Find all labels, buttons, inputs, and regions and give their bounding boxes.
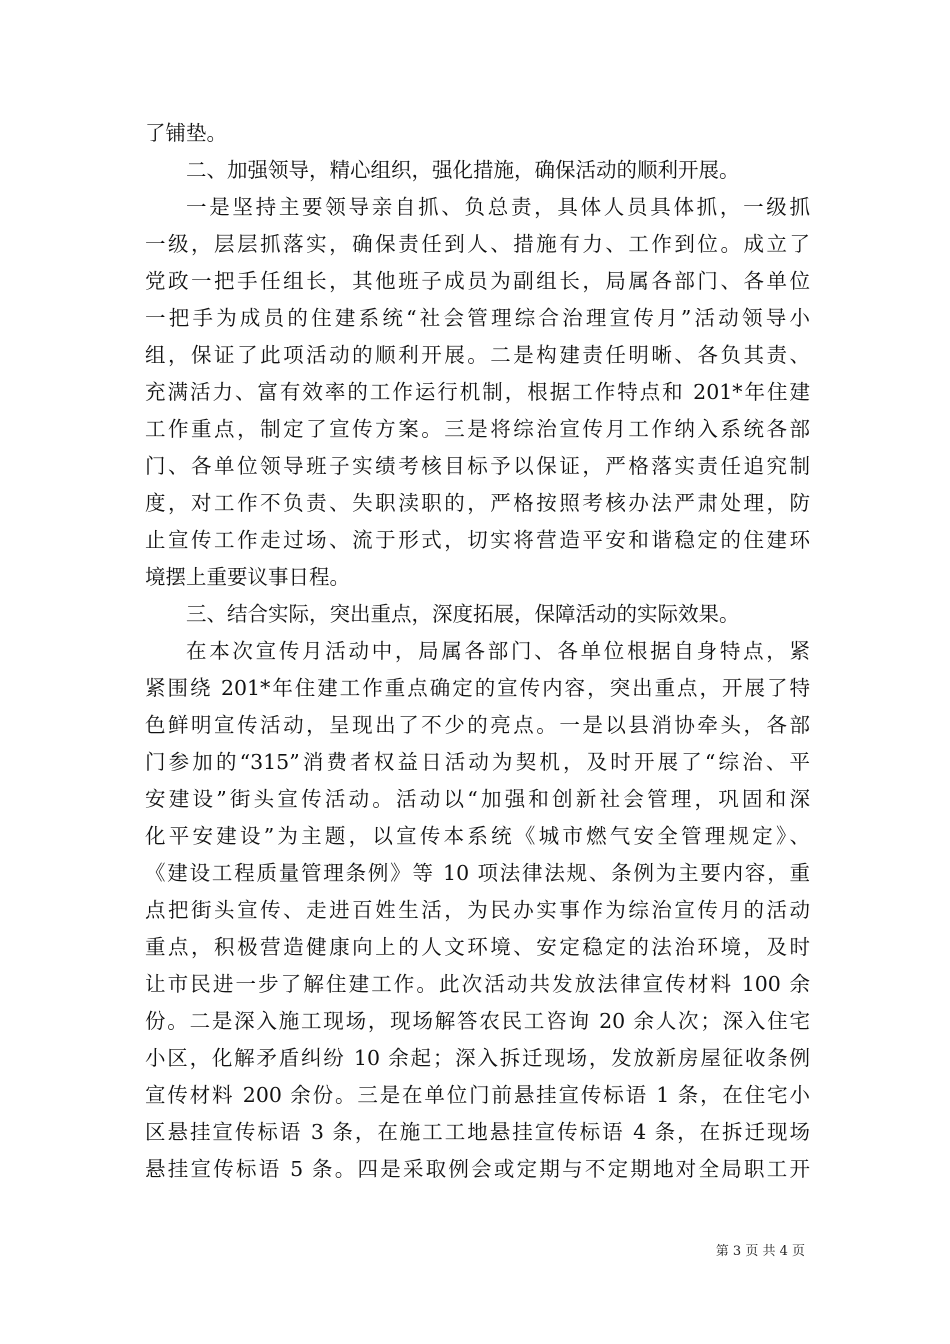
text-line: 度，对工作不负责、失职渎职的，严格按照考核办法严肃处理，防 <box>145 491 810 515</box>
text-line: 党政一把手任组长，其他班子成员为副组长，局属各部门、各单位 <box>145 269 810 293</box>
text-line: 一是坚持主要领导亲自抓、负总责，具体人员具体抓，一级抓 <box>186 195 810 219</box>
text-line: 了铺垫。 <box>145 121 227 145</box>
text-line: 充满活力、富有效率的工作运行机制，根据工作特点和 201*年住建 <box>145 380 810 404</box>
text-line: 重点，积极营造健康向上的人文环境、安定稳定的法治环境，及时 <box>145 935 810 959</box>
text-line: 止宣传工作走过场、流于形式，切实将营造平安和谐稳定的住建环 <box>145 528 810 552</box>
text-line: 三、结合实际，突出重点，深度拓展，保障活动的实际效果。 <box>186 602 740 626</box>
text-line: 紧围绕 201*年住建工作重点确定的宣传内容，突出重点，开展了特 <box>145 676 810 700</box>
text-line: 境摆上重要议事日程。 <box>145 565 350 589</box>
text-line: 小区，化解矛盾纠纷 10 余起；深入拆迁现场，发放新房屋征收条例 <box>145 1046 810 1070</box>
text-line: 一把手为成员的住建系统“社会管理综合治理宣传月”活动领导小 <box>145 306 810 330</box>
text-line: 《建设工程质量管理条例》等 10 项法律法规、条例为主要内容，重 <box>145 861 810 885</box>
text-line: 在本次宣传月活动中，局属各部门、各单位根据自身特点，紧 <box>186 639 810 663</box>
text-line: 门参加的“315”消费者权益日活动为契机，及时开展了“综治、平 <box>145 750 810 774</box>
text-line: 色鲜明宣传活动，呈现出了不少的亮点。一是以县消协牵头，各部 <box>145 713 810 737</box>
text-line: 悬挂宣传标语 5 条。四是采取例会或定期与不定期地对全局职工开 <box>145 1157 810 1181</box>
text-line: 门、各单位领导班子实绩考核目标予以保证，严格落实责任追究制 <box>145 454 810 478</box>
text-line: 让市民进一步了解住建工作。此次活动共发放法律宣传材料 100 余 <box>145 972 810 996</box>
text-line: 区悬挂宣传标语 3 条，在施工工地悬挂宣传标语 4 条，在拆迁现场 <box>145 1120 810 1144</box>
page-number: 第 3 页 共 4 页 <box>715 1244 805 1259</box>
text-line: 点把街头宣传、走进百姓生活，为民办实事作为综治宣传月的活动 <box>145 898 810 922</box>
text-line: 工作重点，制定了宣传方案。三是将综治宣传月工作纳入系统各部 <box>145 417 810 441</box>
text-line: 安建设”街头宣传活动。活动以“加强和创新社会管理，巩固和深 <box>145 787 810 811</box>
text-line: 化平安建设”为主题，以宣传本系统《城市燃气安全管理规定》、 <box>145 824 810 848</box>
text-line: 一级，层层抓落实，确保责任到人、措施有力、工作到位。成立了 <box>145 232 810 256</box>
document-body <box>145 115 810 1188</box>
text-line: 份。二是深入施工现场，现场解答农民工咨询 20 余人次；深入住宅 <box>145 1009 810 1033</box>
text-line: 二、加强领导，精心组织，强化措施，确保活动的顺利开展。 <box>186 158 740 182</box>
text-line: 组，保证了此项活动的顺利开展。二是构建责任明晰、各负其责、 <box>145 343 810 367</box>
text-line: 宣传材料 200 余份。三是在单位门前悬挂宣传标语 1 条，在住宅小 <box>145 1083 810 1107</box>
